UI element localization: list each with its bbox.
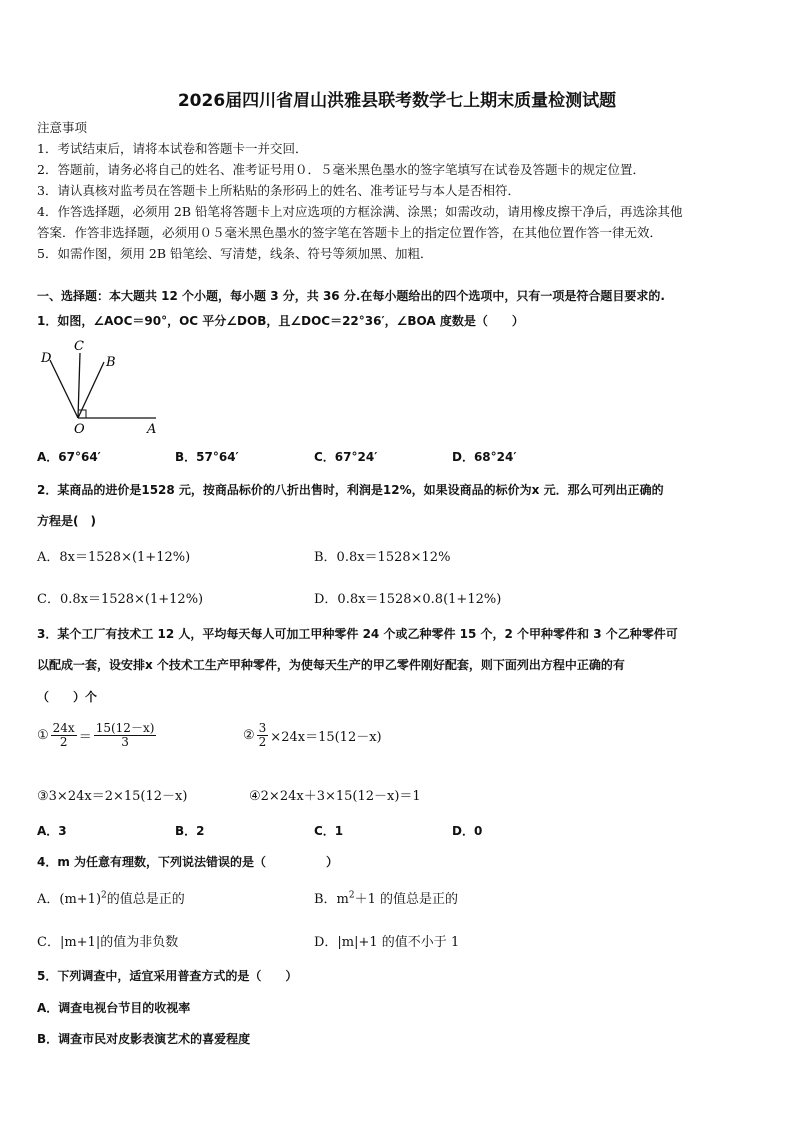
- fraction: [94, 722, 157, 749]
- notice-heading: 注意事项: [37, 120, 88, 135]
- equation-rest: ×24x＝15(12－x): [270, 730, 382, 745]
- notice-item: 1．考试结束后，请将本试卷和答题卡一并交回．: [37, 141, 308, 156]
- question-4-stem: 4．m 为任意有理数，下列说法错误的是（ ）: [37, 855, 339, 869]
- question-3-stem-cont: 以配成一套，设安排x 个技术工生产甲种零件，为使每天生产的甲乙零件刚好配套，则下面列出方程中正确的有: [37, 658, 625, 672]
- q4-option-d: D．|m|+1 的值不小于 1: [314, 935, 460, 950]
- label-d: D: [41, 351, 52, 366]
- notice-item: 3．请认真核对监考员在答题卡上所粘贴的条形码上的姓名、准考证号与本人是否相符．: [37, 183, 520, 198]
- fraction: [257, 722, 269, 749]
- q1-option-c: C．67°24′: [314, 450, 378, 464]
- q4-option-b: [314, 888, 458, 907]
- denominator: 3: [121, 735, 129, 749]
- q1-option-d: D．68°24′: [452, 450, 517, 464]
- numerator: 3: [258, 721, 267, 735]
- q5-option-b: B．调查市民对皮影表演艺术的喜爱程度: [37, 1032, 251, 1046]
- q3-option-b: B．2: [175, 824, 205, 838]
- notice-item: 答案．作答非选择题，必须用０５毫米黑色墨水的签字笔在答题卡上的指定位置作答，在其他位置作答一律无效．: [37, 225, 663, 240]
- q3-equation-4: ④2×24x＋3×15(12－x)＝1: [249, 789, 421, 804]
- denominator: 2: [258, 735, 267, 749]
- question-2-stem: 2．某商品的进价是1528 元，按商品标价的八折出售时，利润是12%，如果设商品的标价为x 元．那么可列出正确的: [37, 483, 664, 497]
- exponent: 2: [348, 890, 355, 901]
- denominator: 2: [59, 735, 68, 749]
- ray-oc: [78, 353, 80, 418]
- option-text: B．m: [314, 892, 349, 907]
- option-text: 的值总是正的: [106, 892, 185, 907]
- q3-equation-2: [243, 722, 382, 749]
- label-a: A: [147, 422, 157, 437]
- numerator: 24x: [52, 721, 75, 735]
- notice-item: 4．作答选择题，必须用 2B 铅笔将答题卡上对应选项的方框涂满、涂黑；如需改动，请用橡皮擦干净后，再选涂其他: [37, 204, 683, 219]
- fraction: [51, 722, 77, 749]
- q1-option-a: A．67°64′: [37, 450, 101, 464]
- option-text: ＋1 的值总是正的: [354, 892, 459, 907]
- notice-item: 2．答题前，请务必将自己的姓名、准考证号用０．５毫米黑色墨水的签字笔填写在试卷及答题卡的规定位置．: [37, 162, 645, 177]
- q1-option-b: B．57°64′: [175, 450, 239, 464]
- q3-equation-3: ③3×24x＝2×15(12－x): [37, 789, 188, 804]
- question-3-stem-end: （ ）个: [37, 690, 98, 704]
- label-b: B: [106, 355, 116, 370]
- section-heading: 一、选择题：本大题共 12 个小题，每小题 3 分，共 36 分.在每小题给出的四个选项中，只有一项是符合题目要求的.: [37, 289, 665, 303]
- q3-option-c: C．1: [314, 824, 344, 838]
- question-2-stem-cont: 方程是( ): [37, 514, 96, 528]
- label-c: C: [74, 339, 84, 354]
- page-title: 2026届四川省眉山洪雅县联考数学七上期末质量检测试题: [177, 91, 617, 111]
- q3-equation-1: [37, 722, 156, 749]
- label-o: O: [74, 422, 85, 437]
- equation-marker: ②: [243, 728, 255, 743]
- equation-marker: ①: [37, 728, 49, 743]
- notice-item: 5．如需作图，须用 2B 铅笔绘、写清楚，线条、符号等须加黑、加粗．: [37, 246, 433, 261]
- question-5-stem: 5．下列调查中，适宜采用普查方式的是（ ）: [37, 969, 298, 983]
- q3-option-d: D．0: [452, 824, 483, 838]
- q3-option-a: A．3: [37, 824, 67, 838]
- q2-option-b: B．0.8x＝1528×12%: [314, 550, 451, 565]
- ray-od: [50, 360, 78, 418]
- q4-option-c: C．|m+1|的值为非负数: [37, 935, 179, 950]
- question-1-stem: 1．如图，∠AOC＝90°，OC 平分∠DOB，且∠DOC＝22°36′，∠BOA 度数是（ ）: [37, 314, 524, 328]
- q2-option-c: C．0.8x＝1528×(1+12%): [37, 592, 204, 607]
- numerator: 15(12－x): [95, 721, 155, 735]
- q2-option-a: A．8x＝1528×(1+12%): [37, 550, 191, 565]
- question-3-stem: 3．某个工厂有技术工 12 人，平均每天每人可加工甲种零件 24 个或乙种零件 15 个，2 个甲种零件和 3 个乙种零件可: [37, 627, 678, 641]
- q4-option-a: [37, 888, 185, 907]
- option-text: A．(m+1): [37, 892, 102, 907]
- equals-sign: ＝: [78, 730, 92, 745]
- exponent: 2: [101, 890, 107, 901]
- angle-figure: [36, 338, 166, 438]
- q5-option-a: A．调查电视台节目的收视率: [37, 1001, 191, 1015]
- q2-option-d: D．0.8x＝1528×0.8(1+12%): [314, 592, 502, 607]
